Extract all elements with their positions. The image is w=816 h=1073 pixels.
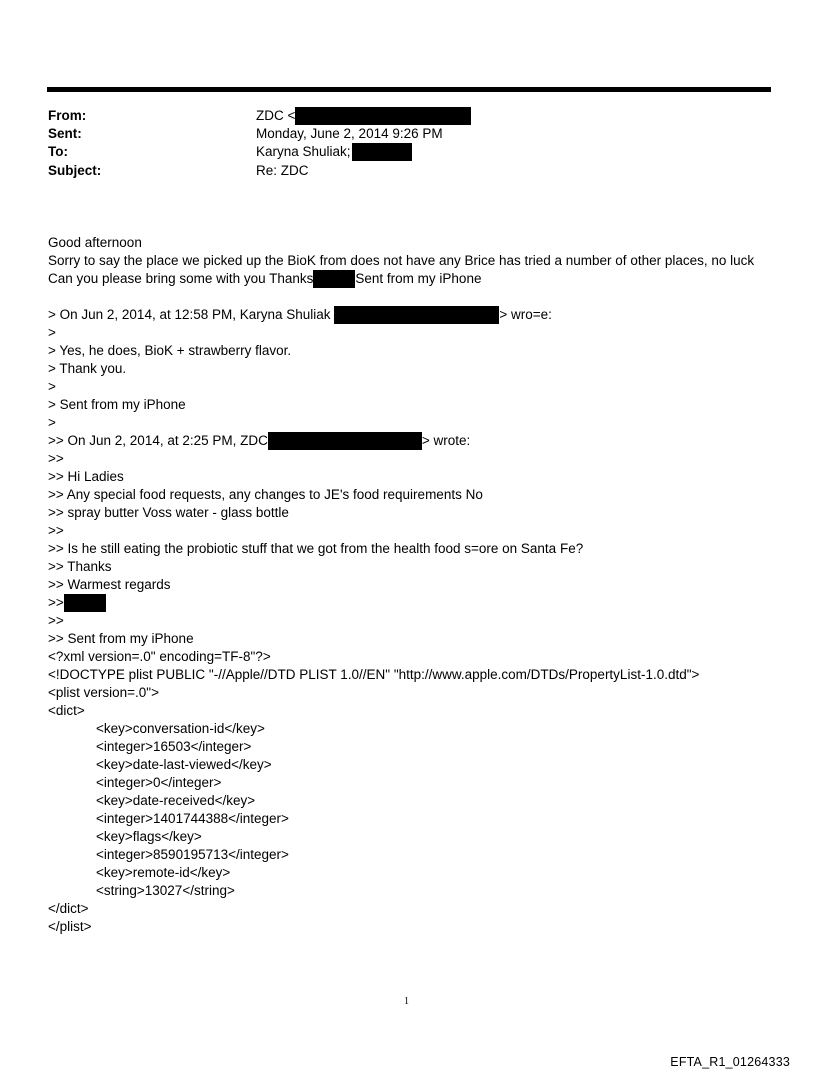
- quoted-line: >> Any special food requests, any changes to JE's food requirements No: [48, 487, 483, 502]
- xml-line: <integer>0</integer>: [96, 775, 222, 790]
- sent-value: Monday, June 2, 2014 9:26 PM: [256, 126, 443, 141]
- to-value: [256, 143, 412, 161]
- xml-line: <integer>1401744388</integer>: [96, 811, 289, 826]
- to-label: To:: [48, 144, 68, 159]
- xml-line: <plist version=.0">: [48, 685, 159, 700]
- quoted-line: > Sent from my iPhone: [48, 397, 186, 412]
- quoted-line: >: [48, 379, 56, 394]
- quoted-line: >> Hi Ladies: [48, 469, 124, 484]
- quoted-line: > Thank you.: [48, 361, 127, 376]
- redaction-box: [313, 270, 355, 288]
- quoted-text: > wrote:: [421, 433, 471, 448]
- xml-line: <integer>8590195713</integer>: [96, 847, 289, 862]
- body-line: Sorry to say the place we picked up the BioK from does not have any Brice has tried a number of other places, no luck: [48, 253, 755, 268]
- page-number: 1: [404, 996, 409, 1007]
- xml-line: <key>remote-id</key>: [96, 865, 231, 880]
- xml-line: <?xml version=.0" encoding=TF-8"?>: [48, 649, 271, 664]
- xml-line: <dict>: [48, 703, 85, 718]
- redaction-box: [64, 594, 106, 612]
- redaction-box: [295, 107, 471, 125]
- quoted-line: > Yes, he does, BioK + strawberry flavor.: [48, 343, 292, 358]
- redaction-box: [334, 306, 499, 324]
- body-text: Can you please bring some with you Thanks: [48, 271, 314, 286]
- quoted-line: >>: [48, 523, 64, 538]
- xml-line: <string>13027</string>: [96, 883, 235, 898]
- xml-line: <key>conversation-id</key>: [96, 721, 265, 736]
- subject-row: [48, 162, 748, 180]
- quoted-line: >> Thanks: [48, 559, 112, 574]
- body-text: Sent from my iPhone: [355, 271, 482, 286]
- quoted-line: >>: [48, 613, 64, 628]
- quoted-line: [48, 306, 552, 324]
- redaction-box: [268, 432, 422, 450]
- body-line: [48, 270, 481, 288]
- quoted-line: >>: [48, 451, 64, 466]
- from-value: [256, 107, 471, 125]
- quoted-line: >: [48, 325, 56, 340]
- quoted-line: >> Is he still eating the probiotic stuff that we got from the health food s=ore on Santa Fe?: [48, 541, 584, 556]
- subject-label: Subject:: [48, 163, 102, 178]
- quoted-text: > wro=e:: [499, 307, 552, 322]
- sent-row: [48, 125, 748, 143]
- quoted-line: >> spray butter Voss water - glass bottle: [48, 505, 289, 520]
- xml-line: <key>date-last-viewed</key>: [96, 757, 272, 772]
- xml-line: <key>date-received</key>: [96, 793, 256, 808]
- quoted-line: >> Warmest regards: [48, 577, 171, 592]
- greeting-line: Good afternoon: [48, 235, 142, 250]
- from-row: [48, 107, 748, 125]
- from-label: From:: [48, 108, 87, 123]
- quoted-line: [48, 432, 470, 450]
- quoted-text: > On Jun 2, 2014, at 12:58 PM, Karyna Shuliak: [48, 307, 331, 322]
- to-recipient: Karyna Shuliak;: [256, 144, 351, 159]
- xml-line: </plist>: [48, 919, 92, 934]
- header-rule: [47, 87, 771, 92]
- quoted-line: [48, 594, 106, 612]
- xml-line: <key>flags</key>: [96, 829, 202, 844]
- quoted-line: >> Sent from my iPhone: [48, 631, 194, 646]
- xml-line: </dict>: [48, 901, 89, 916]
- from-sender: ZDC <: [256, 108, 296, 123]
- xml-line: <integer>16503</integer>: [96, 739, 252, 754]
- quoted-line: >: [48, 415, 56, 430]
- xml-line: <!DOCTYPE plist PUBLIC "-//Apple//DTD PLIST 1.0//EN" "http://www.apple.com/DTDs/PropertyList-1.0.dtd">: [48, 667, 700, 682]
- document-id: EFTA_R1_01264333: [670, 1055, 790, 1069]
- redaction-box: [352, 143, 412, 161]
- quoted-text: >>: [48, 595, 64, 610]
- quoted-text: >> On Jun 2, 2014, at 2:25 PM, ZDC: [48, 433, 268, 448]
- subject-value: Re: ZDC: [256, 163, 309, 178]
- to-row: [48, 143, 748, 161]
- sent-label: Sent:: [48, 126, 82, 141]
